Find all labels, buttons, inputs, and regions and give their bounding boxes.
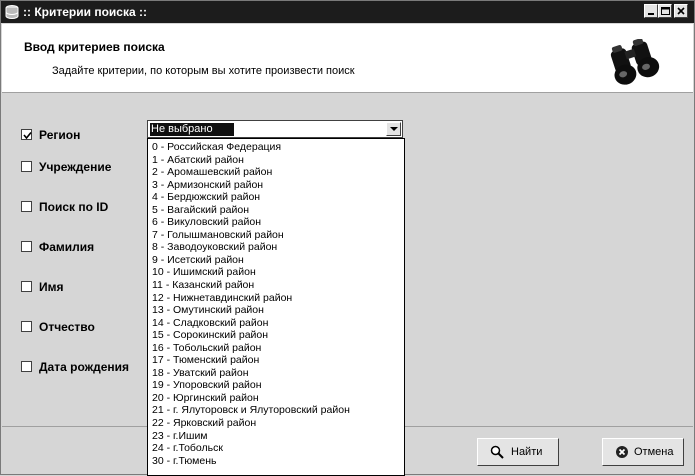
region-option[interactable]: 23 - г.Ишим xyxy=(152,429,208,442)
patronymic-checkbox[interactable] xyxy=(21,321,32,332)
region-option[interactable]: 0 - Российская Федерация xyxy=(152,141,282,153)
region-option[interactable]: 2 - Аромашевский район xyxy=(152,166,273,179)
region-option[interactable]: 17 - Тюменский район xyxy=(152,354,260,367)
find-button[interactable] xyxy=(477,438,559,466)
cancel-button-label: Отмена xyxy=(634,446,674,458)
region-option[interactable]: 4 - Бердюжский район xyxy=(152,191,261,204)
region-option[interactable]: 30 - г.Тюмень xyxy=(152,454,217,467)
header-subtitle: Задайте критерии, по которым вы хотите произвести поиск xyxy=(52,65,355,77)
magnifier-icon xyxy=(490,445,504,459)
birth-date-label: Дата рождения xyxy=(39,360,130,374)
region-option[interactable]: 12 - Нижнетавдинский район xyxy=(152,291,293,304)
region-option[interactable]: 7 - Голышмановский район xyxy=(152,228,284,241)
first-name-checkbox[interactable] xyxy=(21,281,32,292)
region-option[interactable]: 14 - Сладковский район xyxy=(152,316,269,329)
header-panel xyxy=(2,24,693,93)
region-label: Регион xyxy=(39,128,81,142)
minimize-icon xyxy=(646,6,656,16)
region-option[interactable]: 22 - Ярковский район xyxy=(152,417,257,430)
first-name-label: Имя xyxy=(39,280,64,294)
region-option[interactable]: 10 - Ишимский район xyxy=(152,266,256,279)
region-option[interactable]: 8 - Заводоуковский район xyxy=(152,241,278,254)
region-dropdown-list[interactable] xyxy=(147,138,405,476)
database-icon xyxy=(4,4,20,20)
region-option[interactable]: 3 - Армизонский район xyxy=(152,178,264,191)
institution-checkbox[interactable] xyxy=(21,161,32,172)
patronymic-label: Отчество xyxy=(39,320,95,334)
region-option[interactable]: 9 - Исетский район xyxy=(152,253,244,266)
region-option[interactable]: 13 - Омутинский район xyxy=(152,304,264,317)
region-option[interactable]: 20 - Юргинский район xyxy=(152,391,259,404)
maximize-icon xyxy=(660,6,670,16)
chevron-down-icon xyxy=(390,127,398,132)
title-bar[interactable] xyxy=(1,1,694,23)
institution-label: Учреждение xyxy=(39,160,112,174)
region-option[interactable]: 24 - г.Тобольск xyxy=(152,442,223,455)
cancel-icon xyxy=(615,445,629,459)
region-checkbox[interactable] xyxy=(21,129,32,140)
close-button[interactable] xyxy=(674,4,688,18)
region-option[interactable]: 19 - Упоровский район xyxy=(152,379,262,392)
region-option[interactable]: 15 - Сорокинский район xyxy=(152,329,269,342)
find-button-label: Найти xyxy=(511,446,543,458)
region-select-value: Не выбрано xyxy=(150,123,234,136)
binoculars-icon xyxy=(602,39,668,85)
region-option[interactable]: 16 - Тобольский район xyxy=(152,341,262,354)
birth-date-checkbox[interactable] xyxy=(21,361,32,372)
region-option[interactable]: 11 - Казанский район xyxy=(152,279,255,292)
region-option[interactable]: 1 - Абатский район xyxy=(152,153,244,166)
dropdown-button[interactable] xyxy=(386,122,401,136)
region-option[interactable]: 21 - г. Ялуторовск и Ялуторовский район xyxy=(152,404,350,417)
region-select[interactable] xyxy=(147,120,403,138)
search-id-checkbox[interactable] xyxy=(21,201,32,212)
region-option[interactable]: 18 - Уватский район xyxy=(152,366,249,379)
close-icon xyxy=(676,6,686,16)
search-id-label: Поиск по ID xyxy=(39,200,109,214)
surname-checkbox[interactable] xyxy=(21,241,32,252)
header-title: Ввод критериев поиска xyxy=(24,40,165,54)
surname-label: Фамилия xyxy=(39,240,95,254)
minimize-button[interactable] xyxy=(644,4,658,18)
region-option[interactable]: 5 - Вагайский район xyxy=(152,203,249,216)
region-option[interactable]: 6 - Викуловский район xyxy=(152,216,261,229)
checkmark-icon xyxy=(22,130,33,141)
cancel-button[interactable] xyxy=(602,438,684,466)
window-title: :: Критерии поиска :: xyxy=(23,5,147,19)
maximize-button[interactable] xyxy=(658,4,672,18)
